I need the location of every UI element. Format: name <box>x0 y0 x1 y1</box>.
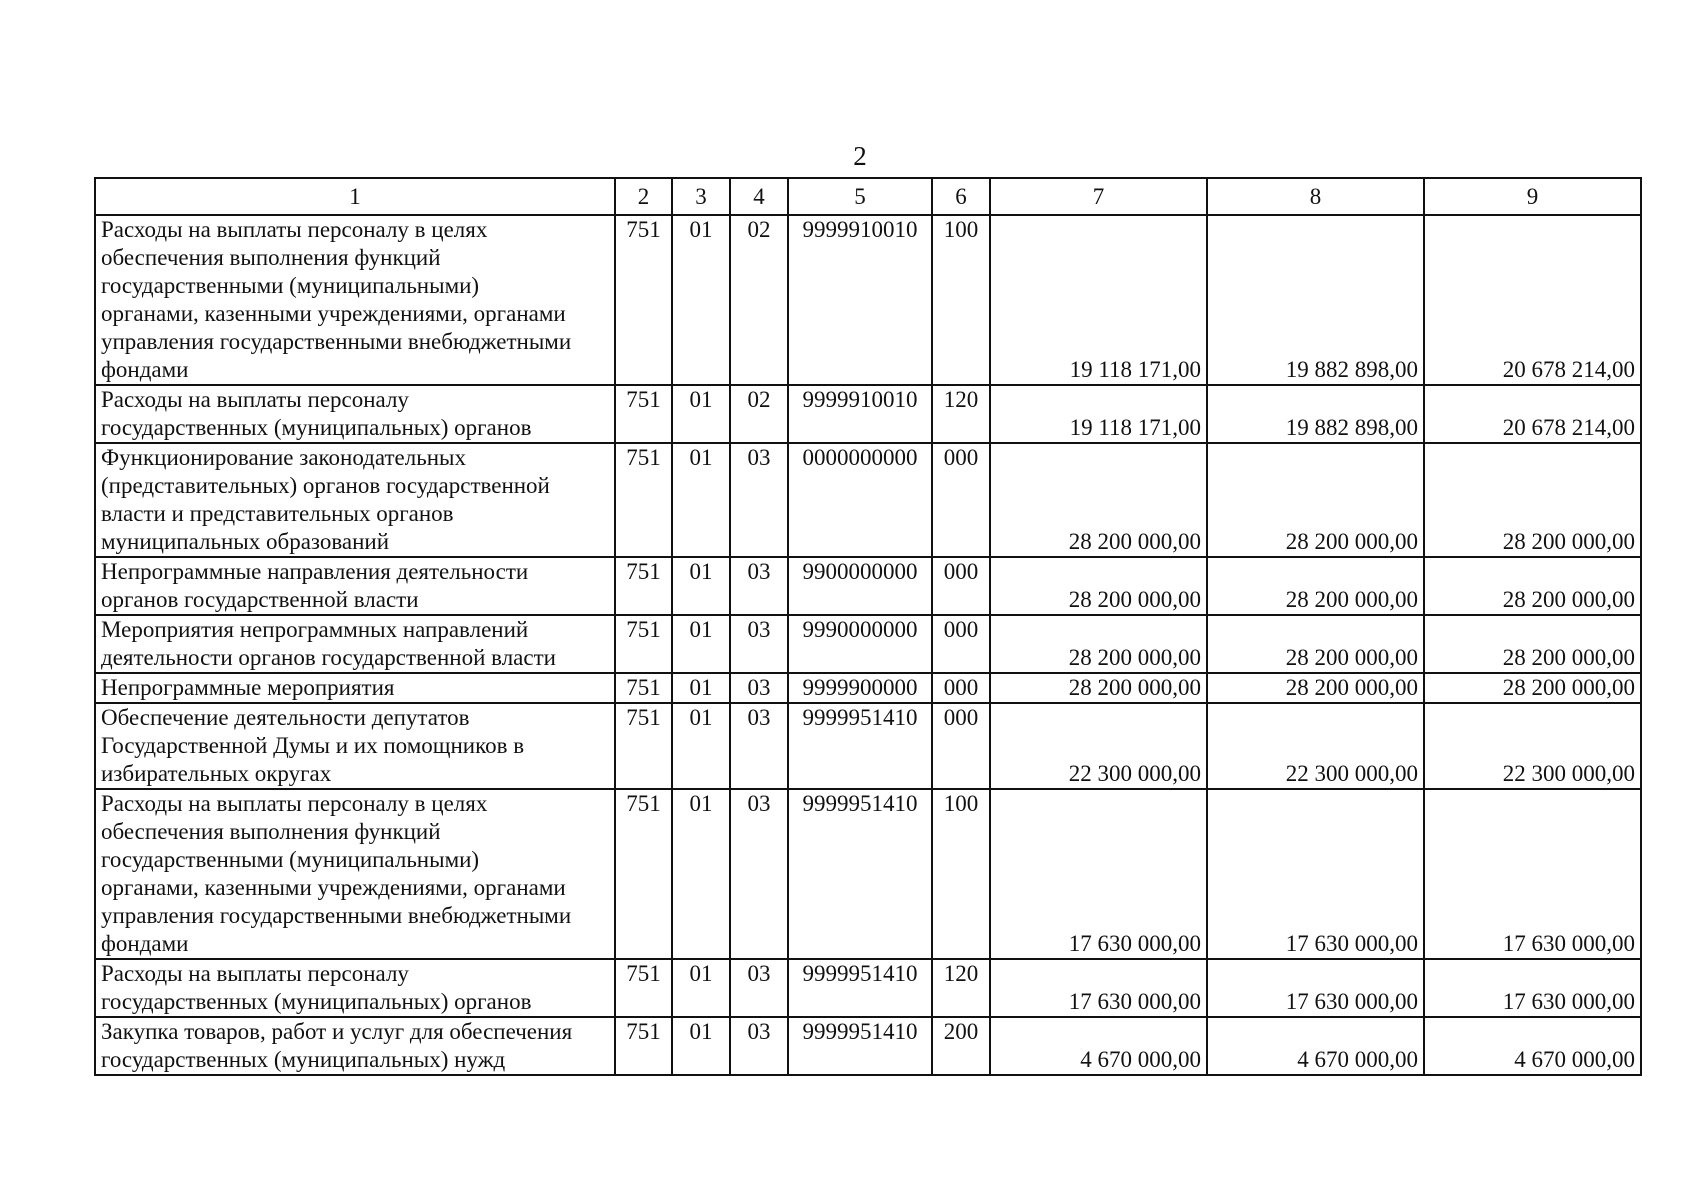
amount-col7: 19 118 171,00 <box>990 385 1207 443</box>
subsection-code: 03 <box>730 703 788 789</box>
amount-col8: 17 630 000,00 <box>1207 959 1424 1017</box>
amount-col8: 17 630 000,00 <box>1207 789 1424 959</box>
expense-name: Расходы на выплаты персоналу государственных (муниципальных) органов <box>95 385 615 443</box>
column-header: 4 <box>730 178 788 215</box>
amount-col9: 22 300 000,00 <box>1424 703 1641 789</box>
grbs-code: 751 <box>615 443 672 557</box>
expense-type-code: 100 <box>932 215 990 385</box>
section-code: 01 <box>672 443 730 557</box>
section-code: 01 <box>672 789 730 959</box>
expense-name: Расходы на выплаты персоналу в целях обеспечения выполнения функций государственными (муниципальными) органами, казенными учреждениями, органами управления государственными внебюджетными фондами <box>95 789 615 959</box>
subsection-code: 03 <box>730 1017 788 1075</box>
amount-col7: 22 300 000,00 <box>990 703 1207 789</box>
table-row <box>95 615 1641 673</box>
table-row <box>95 959 1641 1017</box>
expense-type-code: 000 <box>932 443 990 557</box>
grbs-code: 751 <box>615 703 672 789</box>
amount-col8: 28 200 000,00 <box>1207 615 1424 673</box>
expense-type-code: 000 <box>932 703 990 789</box>
grbs-code: 751 <box>615 673 672 703</box>
target-article-code: 9999951410 <box>788 1017 932 1075</box>
expense-name: Непрограммные мероприятия <box>95 673 615 703</box>
expense-name: Расходы на выплаты персоналу в целях обеспечения выполнения функций государственными (муниципальными) органами, казенными учреждениями, органами управления государственными внебюджетными фондами <box>95 215 615 385</box>
amount-col7: 17 630 000,00 <box>990 959 1207 1017</box>
expense-type-code: 000 <box>932 557 990 615</box>
amount-col9: 28 200 000,00 <box>1424 615 1641 673</box>
grbs-code: 751 <box>615 789 672 959</box>
expense-name: Закупка товаров, работ и услуг для обеспечения государственных (муниципальных) нужд <box>95 1017 615 1075</box>
target-article-code: 9999910010 <box>788 385 932 443</box>
expense-type-code: 200 <box>932 1017 990 1075</box>
table-row <box>95 385 1641 443</box>
expense-name: Мероприятия непрограммных направлений деятельности органов государственной власти <box>95 615 615 673</box>
target-article-code: 9999910010 <box>788 215 932 385</box>
section-code: 01 <box>672 385 730 443</box>
page-number: 2 <box>853 141 867 171</box>
amount-col7: 4 670 000,00 <box>990 1017 1207 1075</box>
table-row <box>95 673 1641 703</box>
amount-col9: 17 630 000,00 <box>1424 789 1641 959</box>
amount-col7: 28 200 000,00 <box>990 615 1207 673</box>
subsection-code: 03 <box>730 959 788 1017</box>
amount-col9: 17 630 000,00 <box>1424 959 1641 1017</box>
amount-col9: 4 670 000,00 <box>1424 1017 1641 1075</box>
grbs-code: 751 <box>615 215 672 385</box>
subsection-code: 03 <box>730 673 788 703</box>
expense-name: Непрограммные направления деятельности органов государственной власти <box>95 557 615 615</box>
expense-name: Обеспечение деятельности депутатов Государственной Думы и их помощников в избирательных округах <box>95 703 615 789</box>
target-article-code: 9999951410 <box>788 703 932 789</box>
amount-col8: 19 882 898,00 <box>1207 385 1424 443</box>
target-article-code: 9999900000 <box>788 673 932 703</box>
expense-type-code: 100 <box>932 789 990 959</box>
subsection-code: 03 <box>730 789 788 959</box>
table-row <box>95 1017 1641 1075</box>
column-header: 3 <box>672 178 730 215</box>
grbs-code: 751 <box>615 385 672 443</box>
target-article-code: 0000000000 <box>788 443 932 557</box>
table-body <box>95 215 1641 1075</box>
amount-col7: 19 118 171,00 <box>990 215 1207 385</box>
subsection-code: 03 <box>730 615 788 673</box>
target-article-code: 9990000000 <box>788 615 932 673</box>
grbs-code: 751 <box>615 959 672 1017</box>
amount-col8: 4 670 000,00 <box>1207 1017 1424 1075</box>
expense-type-code: 000 <box>932 615 990 673</box>
subsection-code: 03 <box>730 443 788 557</box>
table-header-row <box>95 178 1641 215</box>
table-row <box>95 215 1641 385</box>
expense-name: Расходы на выплаты персоналу государственных (муниципальных) органов <box>95 959 615 1017</box>
column-header: 7 <box>990 178 1207 215</box>
amount-col9: 20 678 214,00 <box>1424 385 1641 443</box>
amount-col9: 20 678 214,00 <box>1424 215 1641 385</box>
column-header: 1 <box>95 178 615 215</box>
section-code: 01 <box>672 703 730 789</box>
grbs-code: 751 <box>615 615 672 673</box>
amount-col8: 28 200 000,00 <box>1207 673 1424 703</box>
section-code: 01 <box>672 215 730 385</box>
expense-type-code: 120 <box>932 959 990 1017</box>
table-row <box>95 443 1641 557</box>
amount-col8: 22 300 000,00 <box>1207 703 1424 789</box>
table-row <box>95 557 1641 615</box>
column-header: 2 <box>615 178 672 215</box>
column-header: 6 <box>932 178 990 215</box>
expense-type-code: 000 <box>932 673 990 703</box>
amount-col9: 28 200 000,00 <box>1424 443 1641 557</box>
target-article-code: 9999951410 <box>788 959 932 1017</box>
table-row <box>95 703 1641 789</box>
amount-col9: 28 200 000,00 <box>1424 673 1641 703</box>
target-article-code: 9900000000 <box>788 557 932 615</box>
expense-name: Функционирование законодательных (представительных) органов государственной власти и представительных органов муниципальных образований <box>95 443 615 557</box>
grbs-code: 751 <box>615 1017 672 1075</box>
subsection-code: 02 <box>730 215 788 385</box>
column-header: 9 <box>1424 178 1641 215</box>
subsection-code: 02 <box>730 385 788 443</box>
section-code: 01 <box>672 673 730 703</box>
amount-col7: 17 630 000,00 <box>990 789 1207 959</box>
amount-col8: 19 882 898,00 <box>1207 215 1424 385</box>
column-header: 5 <box>788 178 932 215</box>
section-code: 01 <box>672 557 730 615</box>
column-header: 8 <box>1207 178 1424 215</box>
section-code: 01 <box>672 615 730 673</box>
amount-col8: 28 200 000,00 <box>1207 443 1424 557</box>
section-code: 01 <box>672 1017 730 1075</box>
amount-col7: 28 200 000,00 <box>990 673 1207 703</box>
amount-col7: 28 200 000,00 <box>990 557 1207 615</box>
amount-col9: 28 200 000,00 <box>1424 557 1641 615</box>
subsection-code: 03 <box>730 557 788 615</box>
section-code: 01 <box>672 959 730 1017</box>
target-article-code: 9999951410 <box>788 789 932 959</box>
grbs-code: 751 <box>615 557 672 615</box>
table-row <box>95 789 1641 959</box>
budget-table <box>94 177 1642 1076</box>
expense-type-code: 120 <box>932 385 990 443</box>
amount-col8: 28 200 000,00 <box>1207 557 1424 615</box>
amount-col7: 28 200 000,00 <box>990 443 1207 557</box>
